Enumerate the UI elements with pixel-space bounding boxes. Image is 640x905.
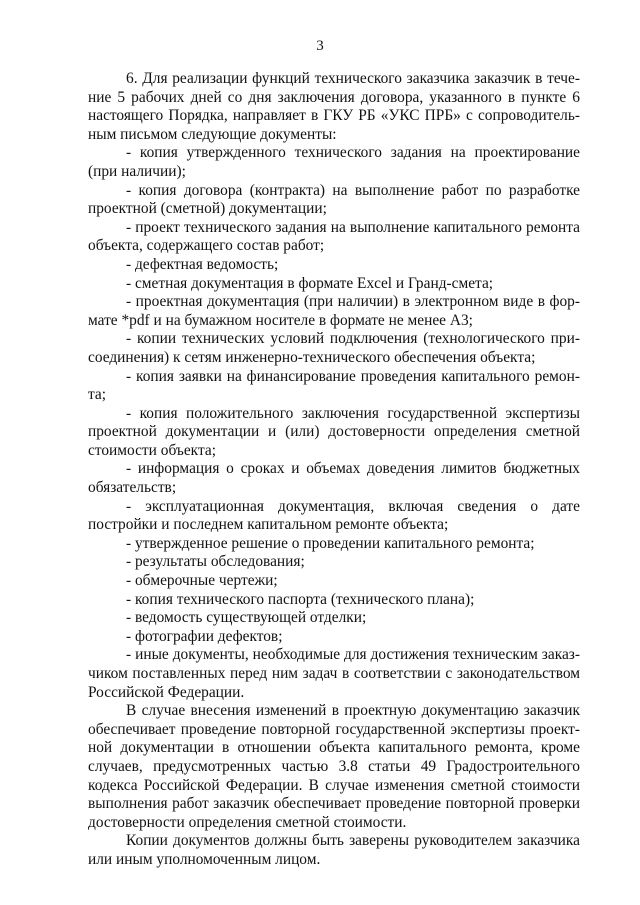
list-item-estimate-documentation: - сметная документация в формате Excel и Гранд-смета; bbox=[126, 274, 494, 292]
list-item-technical-passport: - копия технического паспорта (технического плана); bbox=[126, 590, 475, 608]
list-item-measurement-drawings: - обмерочные чертежи; bbox=[126, 572, 278, 590]
list-item-defect-photos: - фотографии дефектов; bbox=[126, 627, 283, 645]
list-item-connection-conditions: - копии технических условий подключения (технологического присоединения) к сетям инженерно-технического обеспечения объекта; bbox=[88, 330, 580, 366]
list-item-survey-results: - результаты обследования; bbox=[126, 553, 305, 571]
list-item-contract-copy: - копия договора (контракта) на выполнение работ по разработке проектной (сметной) документации; bbox=[88, 181, 580, 218]
list-item-other-documents: - иные документы, необходимые для достижения техническим заказчиком поставленных перед ним задач в соответствии с законодательством Российской Федерации. bbox=[88, 646, 580, 701]
list-item-operational-documentation: - эксплуатационная документация, включая сведения о дате постройки и последнем капитальном ремонте объекта; bbox=[88, 497, 580, 534]
list-item-technical-task-copy: - копия утвержденного технического задания на проектирование (при наличии); bbox=[88, 144, 580, 180]
page-number: 3 bbox=[316, 38, 324, 54]
list-item-funding-request: - копия заявки на финансирование проведения капитального ремонта; bbox=[88, 367, 580, 404]
list-item-technical-task-draft: - проект технического задания на выполнение капитального ремонта объекта, содержащего состав работ; bbox=[88, 218, 580, 255]
paragraph-changes: В случае внесения изменений в проектную документацию заказчик обеспечивает проведение повторной государственной экспертизы проектной документации в отношении объекта капитального ремонта, кроме случаев, предусмотренных частью 3.8 статьи 49 Градостроительного кодекса Российской Федерации. В случае изменения сметной стоимости выполнения работ заказчик обеспечивает проведение повторной проверки достоверности определения сметной стоимости. bbox=[88, 702, 580, 831]
paragraph-intro: 6. Для реализации функций технического заказчика заказчик в течение 5 рабочих дней со дня заключения договора, указанного в пункте 6 настоящего Порядка, направляет в ГКУ РБ «УКС ПРБ» с сопроводительным письмом следующие документы: bbox=[88, 70, 580, 143]
list-item-defect-statement: - дефектная ведомость; bbox=[126, 255, 279, 273]
list-item-finishing-statement: - ведомость существующей отделки; bbox=[126, 609, 367, 627]
document-body bbox=[88, 70, 580, 870]
list-item-expertise-conclusion: - копия положительного заключения государственной экспертизы проектной документации и (или) достоверности определения сметной стоимости объекта; bbox=[88, 404, 580, 459]
list-item-repair-decision: - утвержденное решение о проведении капитального ремонта; bbox=[126, 534, 535, 552]
list-item-budget-limits: - информация о сроках и объемах доведения лимитов бюджетных обязательств; bbox=[88, 460, 580, 497]
paragraph-copies: Копии документов должны быть заверены руководителем заказчика или иным уполномоченным лицом. bbox=[88, 832, 580, 868]
list-item-project-documentation: - проектная документация (при наличии) в электронном виде в формате *pdf и на бумажном носителе в формате не менее А3; bbox=[88, 293, 580, 329]
